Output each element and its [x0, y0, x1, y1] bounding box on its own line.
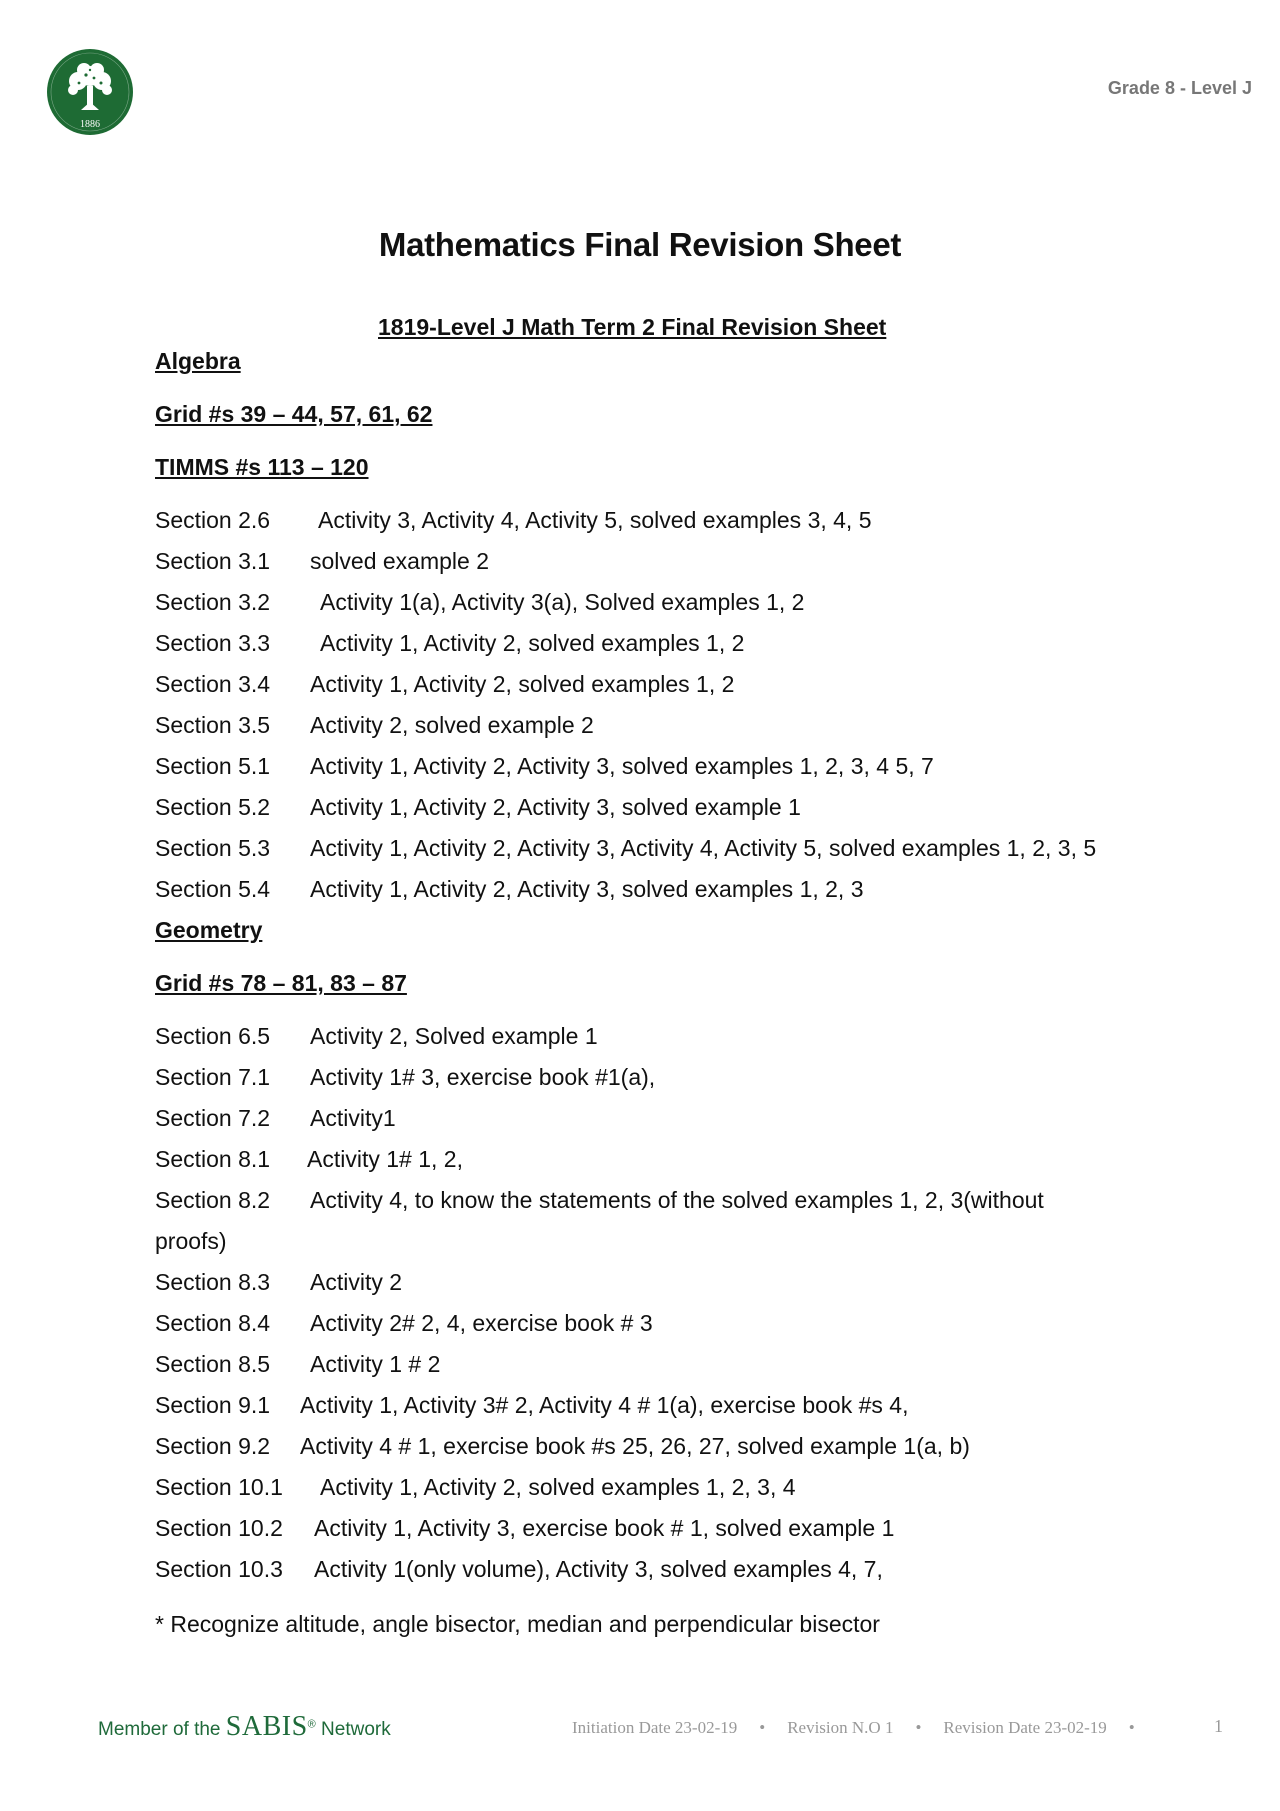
section-number: Section 3.3 [155, 630, 271, 656]
bullet-separator: • [1128, 1718, 1135, 1737]
section-tasks: Activity 2# 2, 4, exercise book # 3 [310, 1310, 653, 1336]
section-tasks: Activity 1(a), Activity 3(a), Solved examples 1, 2 [320, 589, 805, 615]
section-tasks: Activity 3, Activity 4, Activity 5, solved examples 3, 4, 5 [318, 507, 872, 533]
algebra-list [155, 500, 1155, 910]
registered-mark: ® [307, 1718, 316, 1731]
network-label: Network [321, 1719, 391, 1740]
list-item [155, 705, 1155, 746]
section-tasks: Activity 1 # 2 [310, 1351, 441, 1377]
logo-year: 1886 [80, 119, 100, 130]
list-item [155, 787, 1155, 828]
section-tasks: Activity 1, Activity 2, Activity 3, Activity 4, Activity 5, solved examples 1, 2, 3, 5 [310, 835, 1097, 861]
section-number: Section 5.2 [155, 794, 271, 820]
revision-number: Revision N.O 1 [787, 1718, 894, 1737]
bullet-separator: • [915, 1718, 922, 1737]
section-tasks: Activity 2, solved example 2 [310, 712, 594, 738]
tree-seal-icon [46, 48, 134, 136]
geometry-note: * Recognize altitude, angle bisector, median and perpendicular bisector [155, 1611, 880, 1637]
section-tasks: Activity 1, Activity 3, exercise book # 1, solved example 1 [314, 1515, 895, 1541]
section-tasks: Activity 1, Activity 2, solved examples 1, 2, 3, 4 [320, 1474, 796, 1500]
section-tasks: Activity 4, to know the statements of the solved examples 1, 2, 3(without proofs) [155, 1187, 1044, 1254]
section-number: Section 8.4 [155, 1310, 271, 1336]
page-subtitle: 1819-Level J Math Term 2 Final Revision Sheet [378, 314, 887, 340]
section-tasks: Activity 4 # 1, exercise book #s 25, 26, 27, solved example 1(a, b) [300, 1433, 970, 1459]
section-number: Section 10.1 [155, 1474, 283, 1500]
geometry-heading: Geometry [155, 917, 263, 943]
list-item [155, 746, 1155, 787]
document-meta [572, 1718, 1157, 1738]
section-number: Section 3.4 [155, 671, 271, 697]
section-number: Section 5.3 [155, 835, 271, 861]
section-number: Section 2.6 [155, 507, 271, 533]
algebra-grid: Grid #s 39 – 44, 57, 61, 62 [155, 401, 433, 427]
algebra-heading: Algebra [155, 348, 241, 374]
geometry-grid: Grid #s 78 – 81, 83 – 87 [155, 970, 407, 996]
section-number: Section 8.1 [155, 1146, 271, 1172]
section-tasks: Activity 1# 3, exercise book #1(a), [310, 1064, 656, 1090]
section-number: Section 7.2 [155, 1105, 271, 1131]
section-tasks: Activity 1, Activity 2, Activity 3, solved examples 1, 2, 3 [310, 876, 864, 902]
list-item [155, 1467, 1155, 1508]
section-tasks: Activity 1# 1, 2, [307, 1146, 463, 1172]
section-number: Section 9.1 [155, 1392, 271, 1418]
list-item [155, 1385, 1155, 1426]
section-tasks: Activity 1(only volume), Activity 3, solved examples 4, 7, [314, 1556, 883, 1582]
list-item [155, 828, 1155, 869]
section-tasks: Activity 1, Activity 2, Activity 3, solved examples 1, 2, 3, 4 5, 7 [310, 753, 934, 779]
initiation-date: Initiation Date 23-02-19 [572, 1718, 738, 1737]
list-item [155, 1549, 1155, 1590]
section-number: Section 3.5 [155, 712, 271, 738]
list-item [155, 664, 1155, 705]
section-tasks: Activity 1, Activity 2, solved examples 1, 2 [310, 671, 735, 697]
list-item [155, 1508, 1155, 1549]
member-prefix: Member of the [98, 1719, 221, 1740]
list-item [155, 1180, 1095, 1262]
section-number: Section 7.1 [155, 1064, 271, 1090]
list-item [155, 1057, 1155, 1098]
algebra-timms: TIMMS #s 113 – 120 [155, 454, 369, 480]
section-number: Section 9.2 [155, 1433, 271, 1459]
list-item [155, 1139, 1155, 1180]
section-tasks: Activity 2, Solved example 1 [310, 1023, 598, 1049]
bullet-separator: • [759, 1718, 766, 1737]
section-tasks: solved example 2 [310, 548, 489, 574]
section-number: Section 5.4 [155, 876, 271, 902]
geometry-list [155, 1016, 1155, 1590]
section-tasks: Activity 1, Activity 2, solved examples 1, 2 [320, 630, 745, 656]
grade-label: Grade 8 - Level J [1107, 78, 1252, 98]
list-item [155, 1098, 1155, 1139]
list-item [155, 1426, 1155, 1467]
section-tasks: Activity 1, Activity 2, Activity 3, solved example 1 [310, 794, 801, 820]
section-number: Section 5.1 [155, 753, 271, 779]
list-item [155, 623, 1155, 664]
revision-date: Revision Date 23-02-19 [943, 1718, 1107, 1737]
section-number: Section 10.3 [155, 1556, 283, 1582]
school-logo [46, 48, 134, 136]
list-item [155, 1344, 1155, 1385]
section-number: Section 8.3 [155, 1269, 271, 1295]
section-number: Section 8.2 [155, 1187, 271, 1213]
revision-content [155, 341, 1155, 1645]
list-item [155, 869, 1155, 910]
section-tasks: Activity1 [310, 1105, 396, 1131]
section-number: Section 3.1 [155, 548, 271, 574]
section-number: Section 3.2 [155, 589, 271, 615]
list-item [155, 541, 1155, 582]
list-item [155, 1016, 1155, 1057]
list-item [155, 1303, 1155, 1344]
page-number: 1 [1214, 1716, 1223, 1736]
section-number: Section 6.5 [155, 1023, 271, 1049]
section-number: Section 8.5 [155, 1351, 271, 1377]
section-tasks: Activity 2 [310, 1269, 403, 1295]
brand-name: SABIS [225, 1711, 308, 1742]
section-tasks: Activity 1, Activity 3# 2, Activity 4 # 1(a), exercise book #s 4, [300, 1392, 909, 1418]
list-item [155, 582, 1155, 623]
page-title: Mathematics Final Revision Sheet [378, 226, 902, 263]
list-item [155, 500, 1155, 541]
list-item [155, 1262, 1155, 1303]
section-number: Section 10.2 [155, 1515, 283, 1541]
network-footer [98, 1711, 391, 1743]
